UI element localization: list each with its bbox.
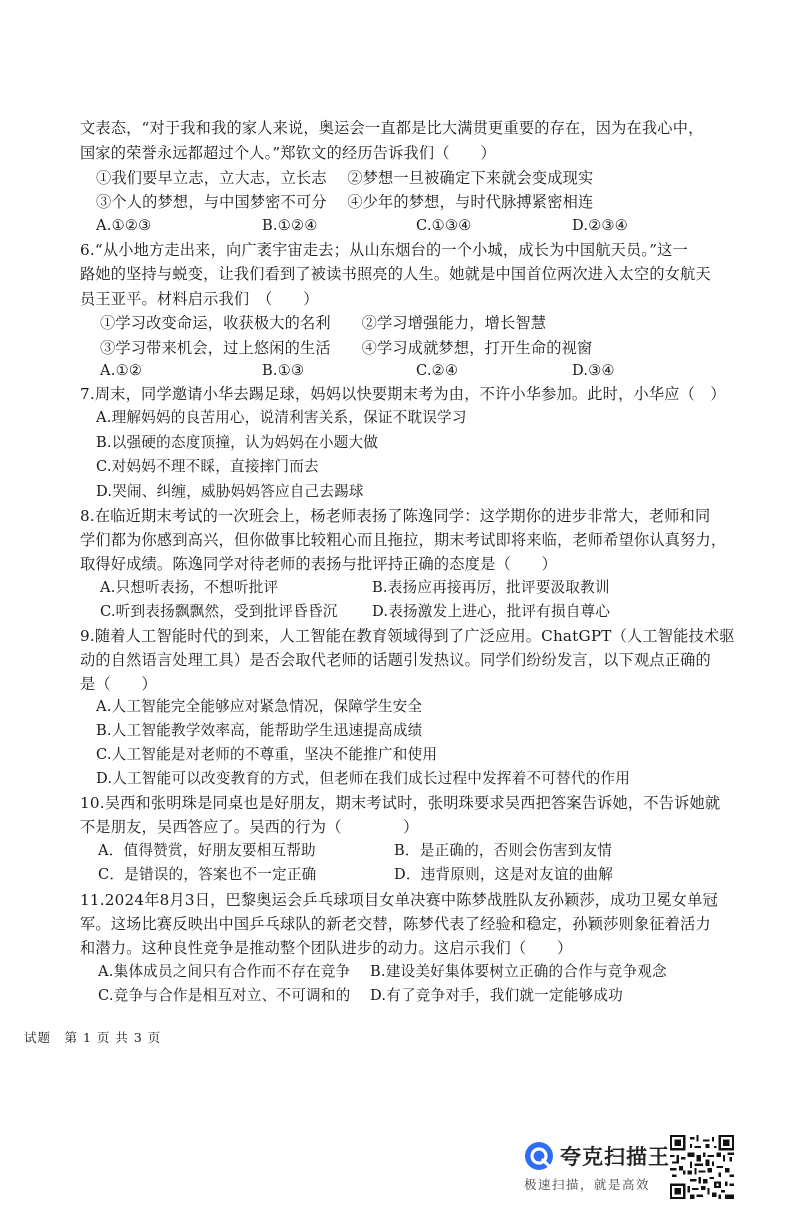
q8-choice-c: C.听到表扬飘飘然，受到批评昏昏沉 [100, 603, 338, 620]
q10-choice-b: B．是正确的，否则会伤害到友情 [394, 842, 613, 859]
q6-stem-line: 员王亚平。材料启示我们 （ ） [80, 290, 319, 308]
q5-stem-line: 国家的荣誉永远都超过个人。”郑钦文的经历告诉我们（ ） [80, 144, 496, 162]
q6-statement-line: ③学习带来机会，过上悠闲的生活 ④学习成就梦想，打开生命的视窗 [100, 339, 593, 357]
q11-choice-b: B.建设美好集体要树立正确的合作与竞争观念 [370, 963, 667, 980]
q6-stem-line: 路她的坚持与蜕变，让我们看到了被读书照亮的人生。她就是中国首位两次进入太空的女航天 [80, 265, 711, 283]
q9-choice-d: D.人工智能可以改变教育的方式，但老师在我们成长过程中发挥着不可替代的作用 [96, 770, 631, 787]
q11-stem-line: 和潜力。这种良性竞争是推动整个团队进步的动力。这启示我们（ ） [80, 939, 573, 957]
q11-choice-d: D.有了竞争对手，我们就一定能够成功 [370, 987, 623, 1004]
q5-statement-line: ③个人的梦想，与中国梦密不可分 ④少年的梦想，与时代脉搏紧密相连 [96, 193, 594, 211]
q7-stem-line: 7.周末，同学邀请小华去踢足球，妈妈以快要期末考为由，不许小华参加。此时，小华应（ ） [80, 385, 726, 403]
q10-stem-line: 10.吴西和张明珠是同桌也是好朋友，期末考试时，张明珠要求吴西把答案告诉她，不告诉她就 [80, 794, 721, 812]
q7-choice-d: D.哭闹、纠缠，威胁妈妈答应自己去踢球 [96, 483, 364, 500]
q8-choice-d: D.表扬激发上进心，批评有损自尊心 [372, 603, 611, 620]
q9-stem-line: 动的自然语言处理工具）是否会取代老师的话题引发热议。同学们纷纷发言，以下观点正确的 [80, 651, 711, 669]
q6-choice-b: B.①③ [262, 362, 305, 379]
q11-choice-c: C.竞争与合作是相互对立、不可调和的 [98, 987, 351, 1004]
q10-stem-line: 不是朋友，吴西答应了。吴西的行为（ ） [80, 818, 419, 836]
q9-stem-line: 是（ ） [80, 675, 157, 693]
q7-choice-b: B.以强硬的态度顶撞，认为妈妈在小题大做 [96, 434, 379, 451]
q5-statement-line: ①我们要早立志，立大志，立长志 ②梦想一旦被确定下来就会变成现实 [96, 169, 594, 187]
q11-choice-a: A.集体成员之间只有合作而不存在竞争 [98, 963, 351, 980]
q11-stem-line: 11.2024年8月3日，巴黎奥运会乒乓球项目女单决赛中陈梦战胜队友孙颖莎，成功卫冕女单冠 [80, 891, 718, 909]
watermark-brand-name: 夸克扫描王 [560, 1145, 670, 1169]
q9-choice-c: C.人工智能是对老师的不尊重，坚决不能推广和使用 [96, 746, 438, 763]
q10-choice-c: C．是错误的，答案也不一定正确 [98, 866, 317, 883]
page-footer: 试题 第 1 页 共 3 页 [24, 1030, 162, 1045]
q8-stem-line: 取得好成绩。陈逸同学对待老师的表扬与批评持正确的态度是（ ） [80, 555, 558, 573]
q7-choice-a: A.理解妈妈的良苦用心，说清利害关系，保证不耽误学习 [96, 409, 467, 426]
q6-statement-line: ①学习改变命运，收获极大的名利 ②学习增强能力，增长智慧 [100, 314, 547, 332]
qr-code-icon [670, 1135, 734, 1199]
q10-choice-a: A．值得赞赏，好朋友要相互帮助 [98, 842, 316, 859]
q8-choice-b: B.表扬应再接再厉，批评要汲取教训 [372, 579, 610, 596]
quark-logo-icon [524, 1141, 554, 1171]
q7-choice-c: C.对妈妈不理不睬，直接摔门而去 [96, 458, 319, 475]
q9-choice-b: B.人工智能教学效率高，能帮助学生迅速提高成绩 [96, 722, 423, 739]
q6-choice-c: C.②④ [416, 362, 459, 379]
scanner-watermark [522, 1135, 670, 1195]
q9-stem-line: 9.随着人工智能时代的到来，人工智能在教育领域得到了广泛应用。ChatGPT（人工智能技术驱 [80, 627, 735, 645]
q8-choice-a: A.只想听表扬，不想听批评 [100, 579, 279, 596]
q11-stem-line: 军。这场比赛反映出中国乒乓球队的新老交替，陈梦代表了经验和稳定，孙颖莎则象征着活力 [80, 915, 711, 933]
watermark-slogan: 极速扫描，就是高效 [524, 1177, 651, 1192]
q9-choice-a: A.人工智能完全能够应对紧急情况，保障学生安全 [96, 698, 423, 715]
q6-stem-line: 6.“从小地方走出来，向广袤宇宙走去；从山东烟台的一个小城，成长为中国航天员。”这一 [80, 241, 688, 259]
q10-choice-d: D．违背原则，这是对友谊的曲解 [394, 866, 614, 883]
q8-stem-line: 8.在临近期末考试的一次班会上，杨老师表扬了陈逸同学：这学期你的进步非常大，老师和同 [80, 507, 711, 525]
q5-choice-a: A.①②③ [96, 217, 152, 234]
q8-stem-line: 学们都为你感到高兴，但你做事比较粗心而且拖拉，期末考试即将来临，老师希望你认真努力， [80, 531, 727, 549]
q5-choice-d: D.②③④ [572, 217, 629, 234]
q5-stem-line: 文表态，“对于我和我的家人来说，奥运会一直都是比大满贯更重要的存在，因为在我心中， [80, 119, 704, 137]
q6-choice-d: D.③④ [572, 362, 615, 379]
q5-choice-b: B.①②④ [262, 217, 318, 234]
q6-choice-a: A.①② [100, 362, 143, 379]
q5-choice-c: C.①③④ [416, 217, 472, 234]
